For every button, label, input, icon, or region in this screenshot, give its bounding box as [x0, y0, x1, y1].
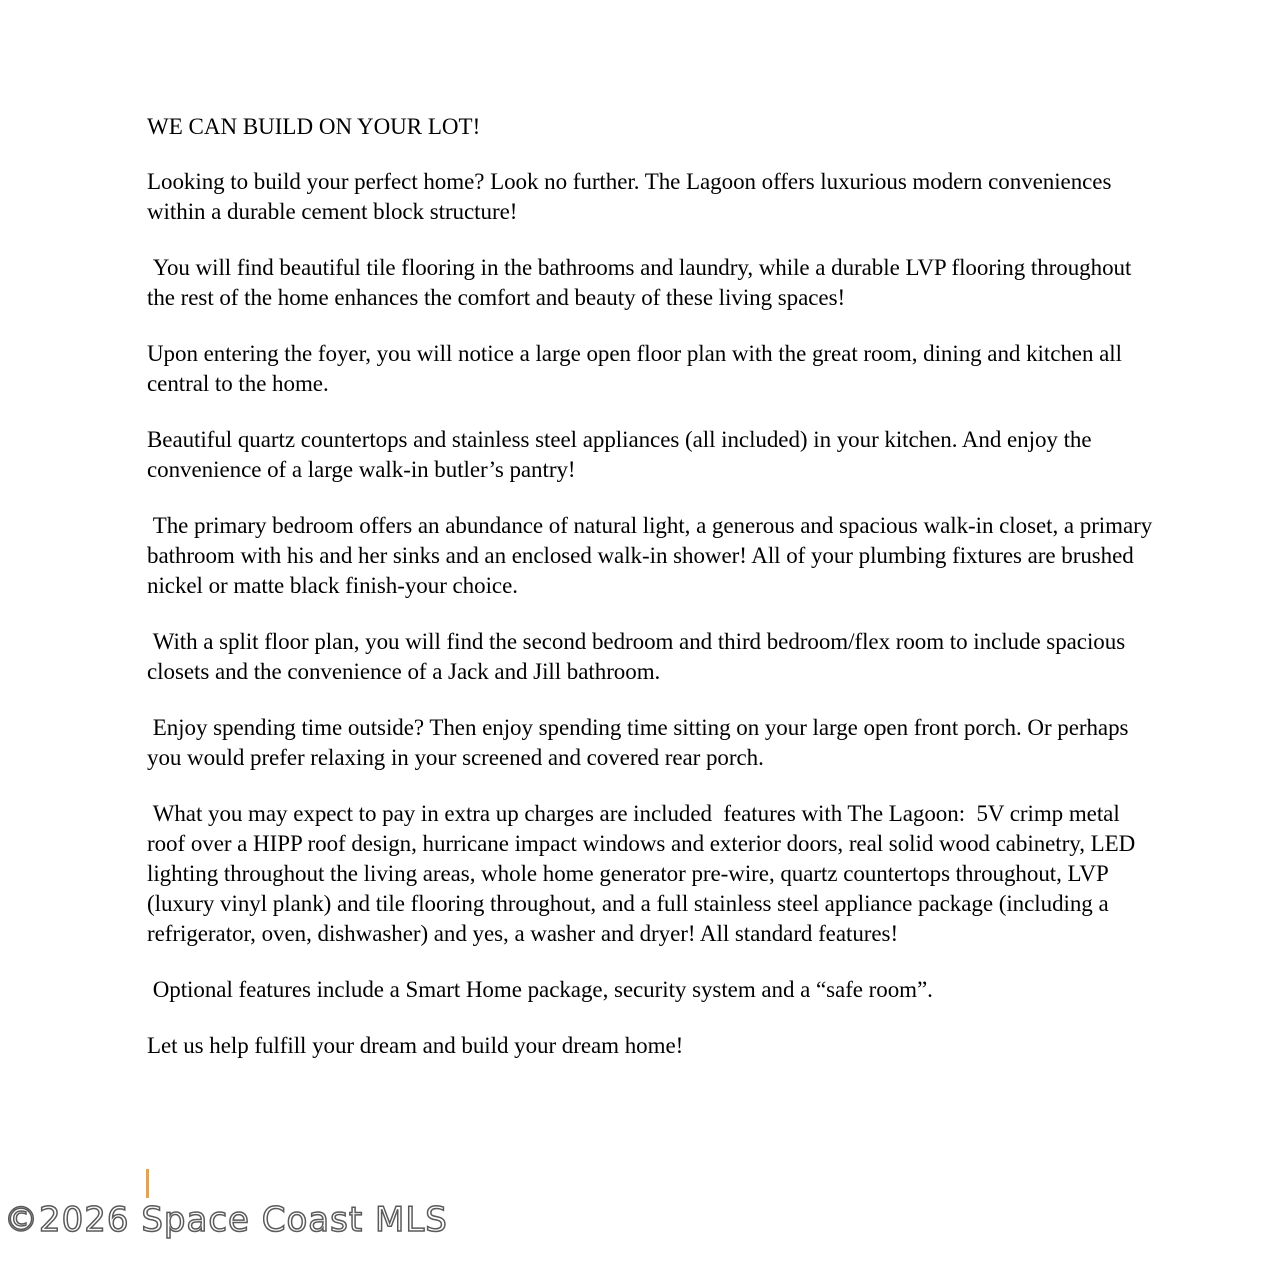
paragraph-included-features: What you may expect to pay in extra up charges are included features with The Lagoon: 5V crimp metal roof over a HIPP roof design, hurricane impact windows and exterior doors, real solid wood cabinetry, LED lighting throughout the living areas, whole home generator pre-wire, quartz countertops throughout, LVP (luxury vinyl plank) and tile flooring throughout, and a full stainless steel appliance package (including a refrigerator, oven, dishwasher) and yes, a washer and dryer! All standard features! — [147, 801, 1141, 946]
paragraph-outdoor: Enjoy spending time outside? Then enjoy spending time sitting on your large open front porch. Or perhaps you would prefer relaxing in your screened and covered rear porch. — [147, 715, 1135, 770]
paragraph-primary-bedroom: The primary bedroom offers an abundance of natural light, a generous and spacious walk-in closet, a primary bathroom with his and her sinks and an enclosed walk-in shower! All of your plumbing fixtures are brushed nickel or matte black finish-your choice. — [147, 513, 1158, 598]
paragraph-optional-features: Optional features include a Smart Home package, security system and a “safe room”. — [147, 977, 933, 1002]
document-heading: WE CAN BUILD ON YOUR LOT! — [147, 114, 481, 139]
paragraph-intro: Looking to build your perfect home? Look no further. The Lagoon offers luxurious modern conveniences within a durable cement block structure! — [147, 169, 1118, 224]
paragraph-foyer: Upon entering the foyer, you will notice a large open floor plan with the great room, dining and kitchen all central to the home. — [147, 341, 1128, 396]
copyright-watermark: ©2026 Space Coast MLS — [4, 1200, 448, 1240]
paragraph-flooring: You will find beautiful tile flooring in the bathrooms and laundry, while a durable LVP flooring throughout the rest of the home enhances the comfort and beauty of these living spaces! — [147, 255, 1138, 310]
paragraph-kitchen: Beautiful quartz countertops and stainless steel appliances (all included) in your kitchen. And enjoy the convenience of a large walk-in butler’s pantry! — [147, 427, 1098, 482]
document-body — [147, 112, 1157, 1087]
text-cursor — [146, 1169, 149, 1198]
paragraph-split-floor-plan: With a split floor plan, you will find the second bedroom and third bedroom/flex room to include spacious closets and the convenience of a Jack and Jill bathroom. — [147, 629, 1131, 684]
paragraph-closing: Let us help fulfill your dream and build your dream home! — [147, 1033, 684, 1058]
